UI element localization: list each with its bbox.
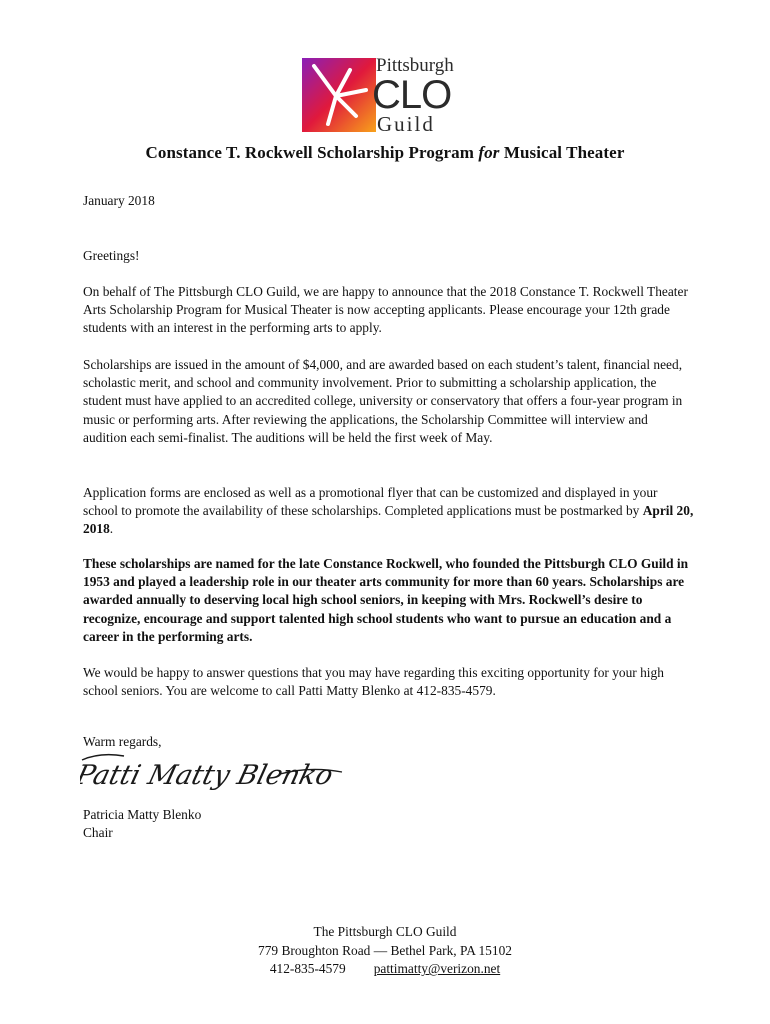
handwritten-signature	[80, 746, 350, 802]
footer-phone-email	[0, 960, 770, 979]
signer-name: Patricia Matty Blenko	[83, 807, 202, 822]
clo-guild-logo	[302, 52, 470, 134]
logo-graphic	[302, 52, 470, 134]
logo-line2: CLO	[372, 73, 452, 117]
letter-greeting: Greetings!	[83, 248, 140, 263]
paragraph-scholarship-details-text: Scholarships are issued in the amount of $4,000, and are awarded based on each student’s talent, financial need, scholastic merit, and school and community involvement. Prior to submitting a scholarship application, the student must have applied to an accredited college, university or conservatory that offers a four-year program in music or performing arts. After reviewing the applications, the Scholarship Committee will interview and audition each semi-finalist. The auditions will be held the first week of May.	[83, 357, 683, 445]
logo-line1: Pittsburgh	[376, 55, 454, 76]
footer-contact	[0, 923, 770, 979]
application-text-after: .	[109, 521, 114, 537]
paragraph-announcement-text: On behalf of The Pittsburgh CLO Guild, we are happy to announce that the 2018 Constance T. Rockwell Theater Arts Scholarship Program for Musical Theater is now accepting applicants. Please encourage your 12th grade students with an interest in the performing arts to apply.	[83, 284, 688, 336]
signature-graphic	[80, 746, 350, 802]
footer-phone: 412-835-4579	[269, 961, 346, 977]
title-italic: for	[478, 143, 500, 162]
page-title	[0, 143, 770, 163]
title-part1: Constance T. Rockwell Scholarship Program	[145, 143, 479, 162]
paragraph-application	[83, 484, 695, 539]
letter-closing: Warm regards,	[83, 734, 162, 749]
paragraph-announcement	[83, 283, 695, 338]
footer-email-link[interactable]: pattimatty@verizon.net	[373, 961, 501, 977]
letter-date: January 2018	[83, 193, 155, 208]
signature-flourish	[82, 755, 124, 760]
application-text-before: Application forms are enclosed as well as a promotional flyer that can be customized and displayed in your school to promote the availability of these scholarships. Completed applications must be postmarked by	[83, 485, 658, 519]
signature-script: Patti Matty Blenko	[80, 760, 337, 791]
deadline-date: April 20, 2018	[83, 503, 694, 537]
logo-line3: Guild	[377, 112, 435, 134]
footer-org: The Pittsburgh CLO Guild	[313, 924, 457, 939]
paragraph-application-text	[83, 484, 695, 539]
paragraph-contact-text: We would be happy to answer questions that you may have regarding this exciting opportunity for your high school seniors. You are welcome to call Patti Matty Blenko at 412-835-4579.	[83, 665, 664, 699]
title-part2: Musical Theater	[499, 143, 625, 162]
paragraph-dedication-text: These scholarships are named for the late Constance Rockwell, who founded the Pittsburgh CLO Guild in 1953 and played a leadership role in our theater arts community for more than 60 years. Scholarships are awarded annually to deserving local high school seniors, in keeping with Mrs. Rockwell’s desire to recognize, encourage and support talented high school students who want to pursue an education and a career in the performing arts.	[83, 556, 689, 644]
paragraph-contact	[83, 664, 695, 700]
paragraph-scholarship-details	[83, 356, 695, 447]
footer-address: 779 Broughton Road — Bethel Park, PA 15102	[258, 942, 512, 958]
paragraph-dedication	[83, 555, 695, 646]
signer-block	[83, 806, 695, 842]
signer-title: Chair	[83, 825, 113, 841]
